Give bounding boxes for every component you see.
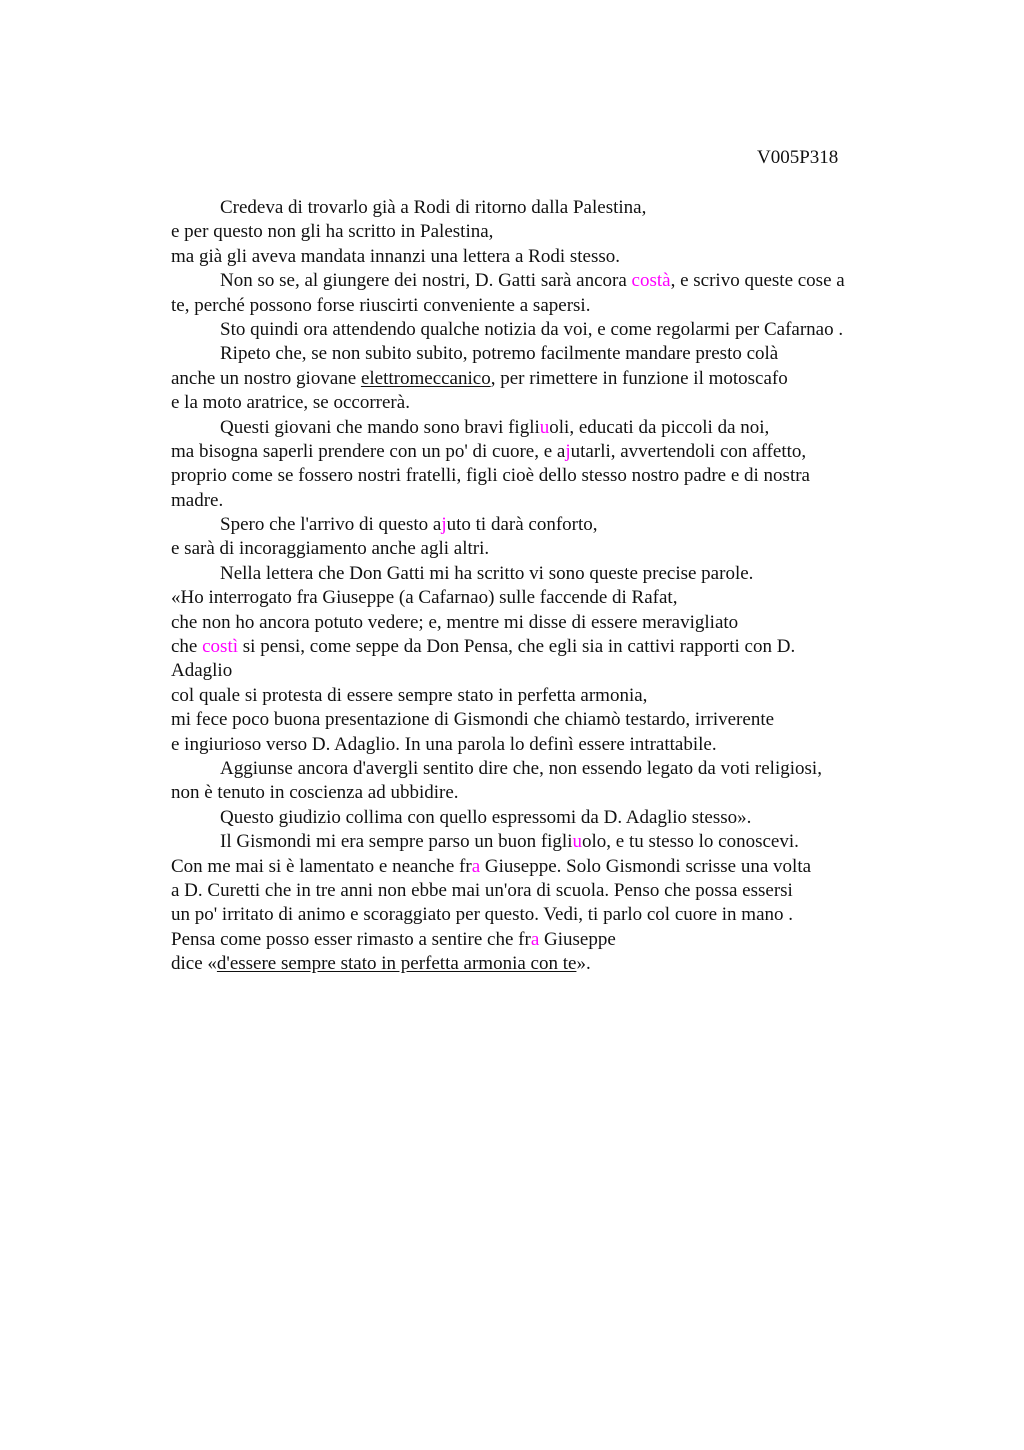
- text-line: [171, 342, 916, 366]
- text-run: Spero che l'arrivo di questo a: [220, 514, 442, 536]
- text-run: mi fece poco buona presentazione di Gismondi che chiamò testardo, irriverente: [171, 709, 775, 731]
- highlighted-text: a: [471, 855, 481, 877]
- text-line: [171, 806, 916, 830]
- text-line: [171, 416, 916, 440]
- text-line: [171, 855, 916, 879]
- text-line: [171, 318, 916, 342]
- highlighted-text: u: [539, 416, 550, 438]
- text-run: , e scrivo queste cose a: [670, 270, 845, 292]
- text-line: [171, 830, 916, 854]
- text-run: un po' irritato di animo e scoraggiato per questo. Vedi, ti parlo col cuore in mano .: [171, 904, 793, 926]
- text-run: e la moto aratrice, se occorrerà.: [171, 392, 410, 414]
- text-run: e sarà di incoraggiamento anche agli altri.: [171, 538, 490, 560]
- text-run: Giuseppe. Solo Gismondi scrisse una volta: [480, 855, 812, 877]
- text-run: che: [171, 636, 203, 658]
- text-line: [171, 684, 916, 708]
- highlighted-text: j: [441, 514, 447, 536]
- text-line: [171, 781, 916, 805]
- text-run: Sto quindi ora attendendo qualche notizia da voi, e come regolarmi per Cafarnao .: [220, 318, 844, 340]
- text-run: oli, educati da piccoli da noi,: [549, 416, 770, 438]
- text-line: [171, 708, 916, 732]
- highlighted-text: j: [565, 440, 571, 462]
- text-run: Aggiunse ancora d'avergli sentito dire che, non essendo legato da voti religiosi,: [220, 757, 822, 779]
- text-line: [171, 367, 916, 391]
- text-run: anche un nostro giovane: [171, 367, 361, 389]
- text-run: te, perché possono forse riuscirti conveniente a sapersi.: [171, 294, 591, 316]
- text-run: utarli, avvertendoli con affetto,: [570, 440, 807, 462]
- text-line: [171, 489, 916, 513]
- text-line: [171, 928, 916, 952]
- text-run: si pensi, come seppe da Don Pensa, che egli sia in cattivi rapporti con D.: [238, 636, 796, 658]
- text-run: Ripeto che, se non subito subito, potremo facilmente mandare presto colà: [220, 343, 779, 365]
- text-line: [171, 391, 916, 415]
- text-run: e ingiurioso verso D. Adaglio. In una parola lo definì essere intrattabile.: [171, 733, 717, 755]
- text-line: [171, 196, 916, 220]
- highlighted-text: costì: [202, 636, 239, 658]
- text-line: [171, 220, 916, 244]
- text-run: Pensa come posso esser rimasto a sentire che fr: [171, 928, 531, 950]
- text-run: Giuseppe: [539, 928, 616, 950]
- text-run: Questo giudizio collima con quello espressomi da D. Adaglio stesso».: [220, 806, 752, 828]
- text-line: [171, 562, 916, 586]
- text-line: [171, 952, 916, 976]
- text-run: che non ho ancora potuto vedere; e, mentre mi disse di essere meravigliato: [171, 611, 739, 633]
- text-line: [171, 245, 916, 269]
- text-run: Il Gismondi mi era sempre parso un buon figli: [220, 831, 573, 853]
- text-run: ma già gli aveva mandata innanzi una lettera a Rodi stesso.: [171, 245, 620, 267]
- text-line: [171, 537, 916, 561]
- text-run: col quale si protesta di essere sempre stato in perfetta armonia,: [171, 684, 648, 706]
- text-run: «Ho interrogato fra Giuseppe (a Cafarnao) sulle faccende di Rafat,: [171, 587, 678, 609]
- text-run: proprio come se fossero nostri fratelli, figli cioè dello stesso nostro padre e di nostra: [171, 465, 810, 487]
- text-run: madre.: [171, 489, 224, 511]
- text-run: ».: [576, 953, 591, 975]
- text-line: [171, 586, 916, 610]
- text-run: non è tenuto in coscienza ad ubbidire.: [171, 782, 459, 804]
- text-line: [171, 294, 916, 318]
- underlined-text: d'essere sempre stato in perfetta armonia con te: [216, 953, 577, 975]
- text-run: Adaglio: [171, 660, 233, 682]
- text-run: Con me mai si è lamentato e neanche fr: [171, 855, 472, 877]
- page-reference: V005P318: [757, 147, 839, 168]
- highlighted-text: a: [530, 928, 540, 950]
- text-line: [171, 659, 916, 683]
- text-run: a D. Curetti che in tre anni non ebbe mai un'ora di scuola. Penso che possa essersi: [171, 879, 793, 901]
- text-run: , per rimettere in funzione il motoscafo: [490, 367, 788, 389]
- text-run: uto ti darà conforto,: [446, 514, 598, 536]
- text-run: dice «: [171, 953, 217, 975]
- text-run: Credeva di trovarlo già a Rodi di ritorno dalla Palestina,: [220, 197, 647, 218]
- text-run: Non so se, al giungere dei nostri, D. Gatti sarà ancora: [220, 270, 632, 292]
- text-line: [171, 757, 916, 781]
- text-line: [171, 903, 916, 927]
- text-line: [171, 464, 916, 488]
- text-line: [171, 269, 916, 293]
- text-line: [171, 611, 916, 635]
- text-line: [171, 635, 916, 659]
- text-run: ma bisogna saperli prendere con un po' di cuore, e a: [171, 440, 566, 462]
- underlined-text: elettromeccanico: [360, 367, 491, 389]
- text-line: [171, 513, 916, 537]
- text-run: e per questo non gli ha scritto in Palestina,: [171, 221, 494, 243]
- text-line: [171, 440, 916, 464]
- highlighted-text: costà: [631, 270, 671, 292]
- text-line: [171, 879, 916, 903]
- letter-body: [171, 196, 916, 977]
- text-run: Questi giovani che mando sono bravi figli: [220, 416, 540, 438]
- text-line: [171, 733, 916, 757]
- text-run: olo, e tu stesso lo conoscevi.: [582, 831, 799, 853]
- highlighted-text: u: [572, 831, 582, 853]
- text-run: Nella lettera che Don Gatti mi ha scritto vi sono queste precise parole.: [220, 562, 754, 584]
